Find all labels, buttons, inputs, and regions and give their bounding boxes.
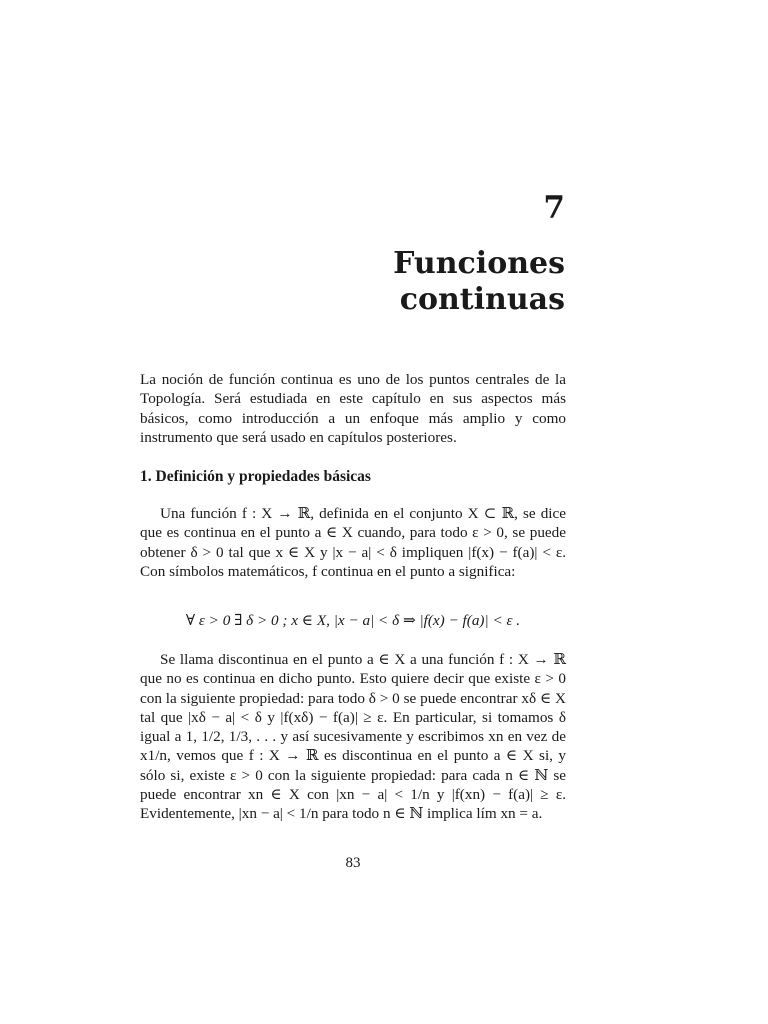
page-number: 83 [345,855,361,871]
chapter-number: 7 [543,190,565,226]
discontinuity-paragraph: Se llama discontinua en el punto a ∈ X a una función f : X → ℝ que no es continua en dicho punto. Esto quiere decir que existe ε > 0 con la siguiente propiedad: para todo δ > 0 se puede encontrar xδ ∈ X tal que |xδ − a| < δ y |f(xδ) − f(a)| ≥ ε. En particular, si tomamos δ igual a 1, 1/2, 1/3, . . . y así sucesivamente y escribimos xn en vez de x1/n, vemos que f : X → ℝ es discontinua en el punto a ∈ X si, y sólo si, existe ε > 0 con la siguiente propiedad: para cada n ∈ ℕ se puede encontrar xn ∈ X con |xn − a| < 1/n y |f(xn) − f(a)| ≥ ε. Evidentemente, |xn − a| < 1/n para todo n ∈ ℕ implica lím xn = a. [140,651,566,823]
chapter-title-line-2: continuas [399,282,565,317]
section-heading: 1. Definición y propiedades básicas [140,468,371,485]
chapter-title-line-1: Funciones [393,246,565,281]
definition-paragraph: Una función f : X → ℝ, definida en el conjunto X ⊂ ℝ, se dice que es continua en el punto a ∈ X cuando, para todo ε > 0, se puede obtener δ > 0 tal que x ∈ X y |x − a| < δ impliquen |f(x) − f(a)| < ε. Con símbolos matemáticos, f continua en el punto a significa: [140,505,566,580]
display-equation: ∀ ε > 0 ∃ δ > 0 ; x ∈ X, |x − a| < δ ⇒ |f(x) − f(a)| < ε . [185,612,521,629]
intro-paragraph: La noción de función continua es uno de los puntos centrales de la Topología. Será estudiada en este capítulo en sus aspectos más básicos, como introducción a un enfoque más amplio y como instrumento que será usado en capítulos posteriores. [140,371,566,446]
chapter-title [393,246,565,318]
